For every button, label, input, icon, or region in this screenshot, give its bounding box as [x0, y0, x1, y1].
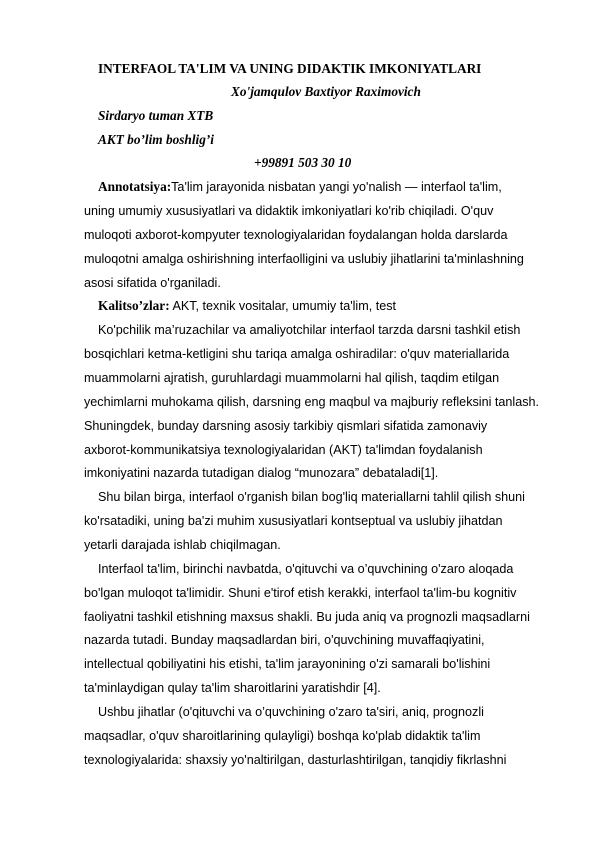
paragraph1-line: imkoniyatini nazarda tutadigan dialog “munozara” debataladi[1].	[84, 466, 439, 480]
abstract-line: uning umumiy xususiyatlari va didaktik imkoniyatlari ko'rib chiqiladi. O'quv	[84, 204, 494, 218]
abstract-text: Ta'lim jarayonida nisbatan yangi yo'nalish — interfaol ta'lim,	[171, 180, 502, 194]
author-affiliation-line1: Sirdaryo tuman XTB	[98, 108, 214, 123]
author-name: Xo'jamqulov Baxtiyor Raximovich	[231, 84, 421, 99]
paragraph2-line: ko'rsatadiki, uning ba'zi muhim xususiyatlari kontseptual va uslubiy jihatdan	[84, 514, 503, 528]
keywords-text: AKT, texnik vositalar, umumiy ta'lim, test	[169, 299, 397, 313]
paragraph2-line: Shu bilan birga, interfaol o'rganish bilan bog'liq materiallarni tahlil qilish shuni	[98, 490, 525, 504]
paragraph3-line: ta'minlaydigan qulay ta'lim sharoitlarini yaratishdir [4].	[84, 681, 381, 695]
keywords-label: Kalitso’zlar:	[98, 298, 170, 313]
abstract-label: Annotatsiya:	[98, 179, 172, 194]
paragraph4-line: Ushbu jihatlar (o'qituvchi va o’quvchining o'zaro ta'siri, aniq, prognozli	[98, 705, 484, 719]
author-phone: +99891 503 30 10	[254, 155, 352, 170]
abstract-line: muloqotni amalga oshirishning interfaolligini va uslubiy jihatlarini ta'minlashning	[84, 252, 524, 266]
paragraph1-line: Ko'pchilik ma’ruzachilar va amaliyotchilar interfaol tarzda darsni tashkil etish	[98, 323, 521, 337]
abstract-line: asosi sifatida o'rganiladi.	[84, 276, 221, 290]
paragraph3-line: intellectual qobiliyatini his etishi, ta'lim jarayonining o'zi samarali bo'lishini	[84, 657, 491, 671]
abstract-first-line	[98, 179, 502, 195]
paragraph1-line: muammolarni ajratish, guruhlardagi muammolarni hal qilish, taqdim etilgan	[84, 371, 500, 385]
abstract-line: muloqoti axborot-kompyuter texnologiyalaridan foydalangan holda darslarda	[84, 228, 508, 242]
paragraph4-line: maqsadlar, o'quv sharoitlarining qulayligi) boshqa ko'plab didaktik ta'lim	[84, 729, 481, 743]
paragraph3-line: Interfaol ta'lim, birinchi navbatda, o'qituvchi va o’quvchining o'zaro aloqada	[98, 562, 514, 576]
keywords	[98, 298, 396, 314]
paragraph1-line: yechimlarni muhokama qilish, darsning eng maqbul va majburiy refleksini tanlash.	[84, 395, 539, 409]
paragraph1-line: bosqichlari ketma-ketligini shu tariqa amalga oshiradilar: o'quv materiallarida	[84, 347, 510, 361]
paragraph1-line: Shuningdek, bunday darsning asosiy tarkibiy qismlari sifatida zamonaviy	[84, 419, 488, 433]
paragraph3-line: bo'lgan muloqot ta'limidir. Shuni e'tirof etish kerakki, interfaol ta'lim-bu kognitiv	[84, 586, 517, 600]
paragraph2-line: yetarli darajada ishlab chiqilmagan.	[84, 538, 281, 552]
paper-title: INTERFAOL TA'LIM VA UNING DIDAKTIK IMKONIYATLARI	[98, 61, 482, 76]
paragraph3-line: nazarda tutadi. Bunday maqsadlardan biri, o'quvchining muvaffaqiyatini,	[84, 633, 485, 647]
paragraph4-line: texnologiyalarida: shaxsiy yo'naltirilgan, dasturlashtirilgan, tanqidiy fikrlashni	[84, 753, 507, 767]
author-affiliation-line2: AKT bo’lim boshlig’i	[98, 132, 214, 147]
paragraph3-line: faoliyatni tashkil etishning maxsus shakli. Bu juda aniq va prognozli maqsadlarni	[84, 610, 530, 624]
paragraph1-line: axborot-kommunikatsiya texnologiyalaridan (AKT) ta'limdan foydalanish	[84, 443, 483, 457]
